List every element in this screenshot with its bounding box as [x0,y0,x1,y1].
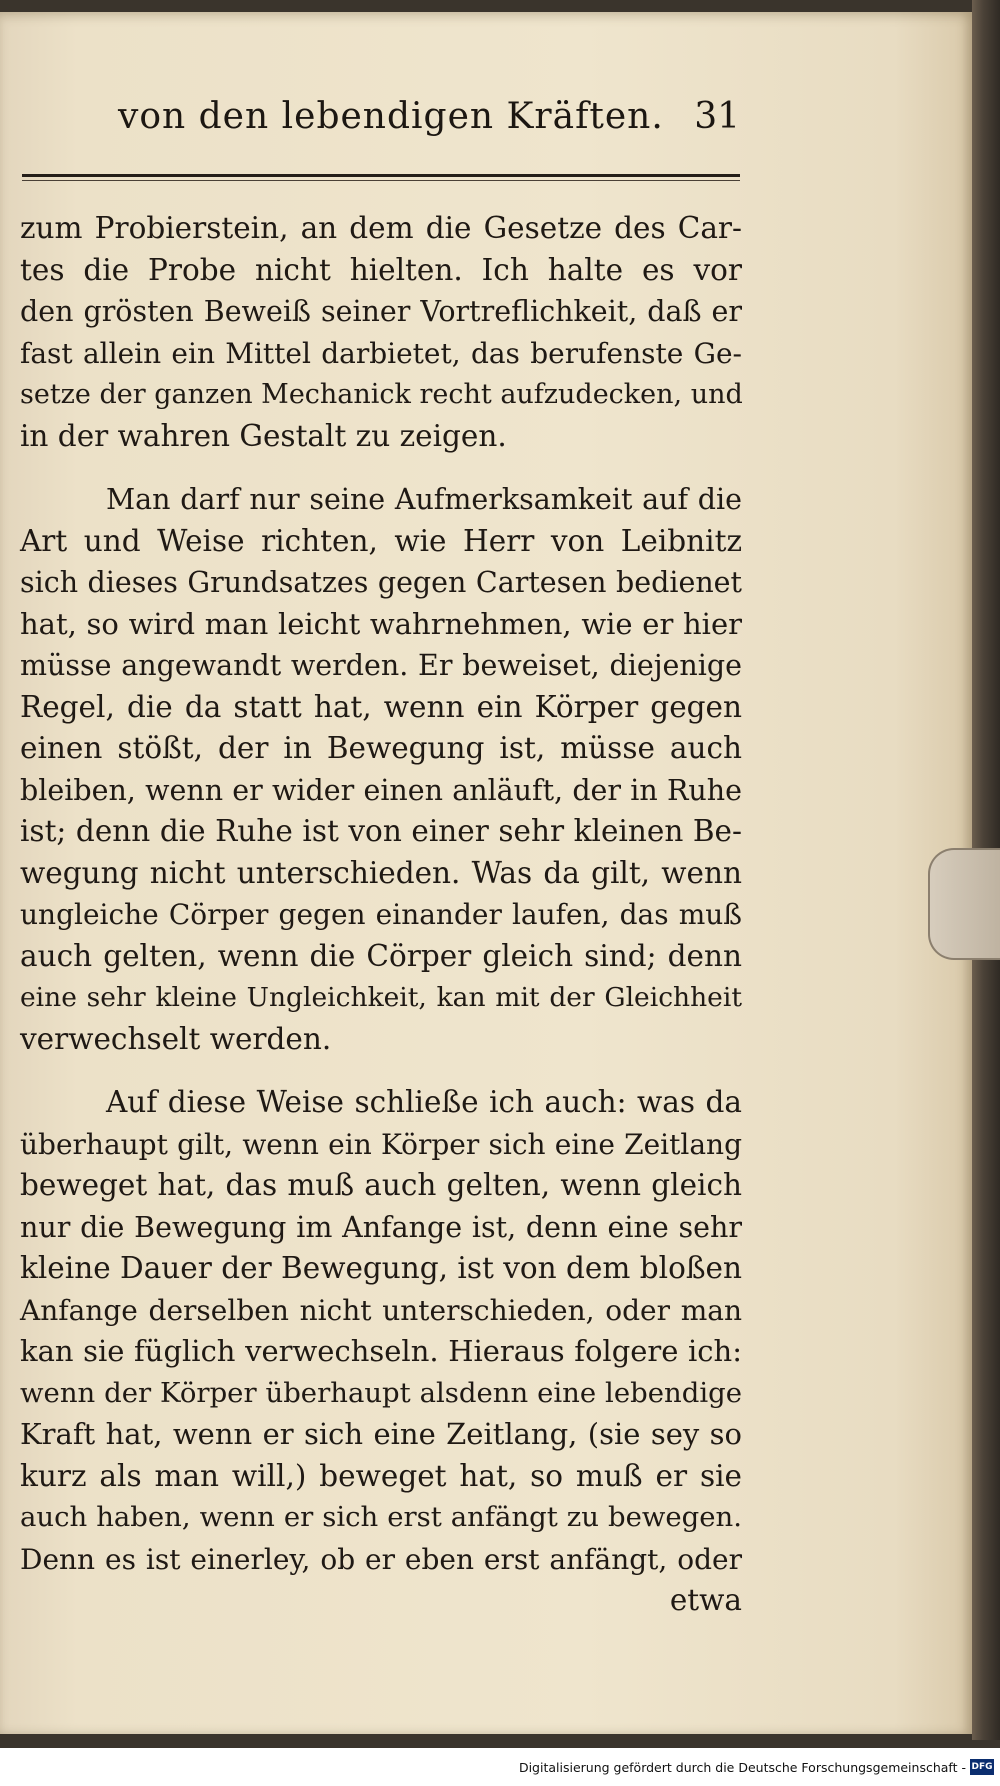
text-line: zum Probierstein, an dem die Gesetze des Car- [20,211,742,245]
body-text [20,208,742,1622]
text-line: Denn es ist einerley, ob er eben erst anfängt, oder [20,1542,742,1576]
text-line: nur die Bewegung im Anfange ist, denn eine sehr [20,1210,742,1244]
text-line: den grösten Beweiß seiner Vortreflichkeit, daß er [20,295,742,328]
text-line: wegung nicht unterschieden. Was da gilt, wenn [20,855,742,890]
header-rule [22,174,740,177]
header-rule-thin [22,180,740,181]
text-line: setze der ganzen Mechanick recht aufzudecken, und [20,379,743,410]
text-line: hat, so wird man leicht wahrnehmen, wie er hier [20,606,742,641]
text-line: Man darf nur seine Aufmerksamkeit auf die [106,483,742,516]
text-line: Kraft hat, wenn er sich eine Zeitlang, (sie sey so [20,1417,742,1451]
paragraph [20,208,742,457]
text-line: Regel, die da statt hat, wenn ein Körper gegen [20,689,742,724]
text-line: tes die Probe nicht hielten. Ich halte es vor [20,252,742,287]
text-line: verwechselt werden. [20,1021,332,1056]
page-header [20,92,740,156]
text-line: überhaupt gilt, wenn ein Körper sich eine Zeitlang [20,1127,742,1161]
running-head: von den lebendigen Kräften. [118,96,664,137]
footer-credit: Digitalisierung gefördert durch die Deutsche Forschungsgemeinschaft - [518,1760,966,1775]
text-line: bleiben, wenn er wider einen anläuft, der in Ruhe [20,773,742,807]
text-line: eine sehr kleine Ungleichkeit, kan mit der Gleichheit [20,982,742,1013]
text-line: Auf diese Weise schließe ich auch: was da [106,1085,742,1119]
text-line: kleine Dauer der Bewegung, ist von dem bloßen [20,1251,742,1285]
text-line: wenn der Körper überhaupt alsdenn eine lebendige [20,1376,742,1409]
digitization-footer [0,1748,1000,1786]
text-line: kan sie füglich verwechseln. Hieraus folgere ich: [20,1334,742,1368]
text-line: ungleiche Cörper gegen einander laufen, das muß [20,898,742,931]
text-line: beweget hat, das muß auch gelten, wenn gleich [20,1168,742,1202]
text-line: Anfange derselben nicht unterschieden, oder man [20,1293,742,1327]
text-line: sich dieses Grundsatzes gegen Cartesen bedienet [20,566,742,599]
text-line: kurz als man will,) beweget hat, so muß er sie [20,1458,742,1493]
text-line: müsse angewandt werden. Er beweiset, diejenige [20,649,742,682]
dfg-logo-icon: DFG [970,1759,994,1775]
page-number: 31 [694,96,740,137]
text-line: in der wahren Gestalt zu zeigen. [20,418,507,453]
text-line: auch gelten, wenn die Cörper gleich sind; denn [20,938,742,973]
catchword: etwa [669,1583,742,1617]
text-line: fast allein ein Mittel darbietet, das berufenste Ge- [20,336,742,370]
text-line: ist; denn die Ruhe ist von einer sehr kleinen Be- [20,814,742,848]
page-clip-tab [928,848,1000,960]
text-line: einen stößt, der in Bewegung ist, müsse auch [20,731,742,765]
text-line: auch haben, wenn er sich erst anfängt zu bewegen. [20,1501,742,1533]
paragraph [20,1082,742,1580]
paragraph [20,479,742,1060]
text-line: Art und Weise richten, wie Herr von Leibnitz [20,523,742,558]
